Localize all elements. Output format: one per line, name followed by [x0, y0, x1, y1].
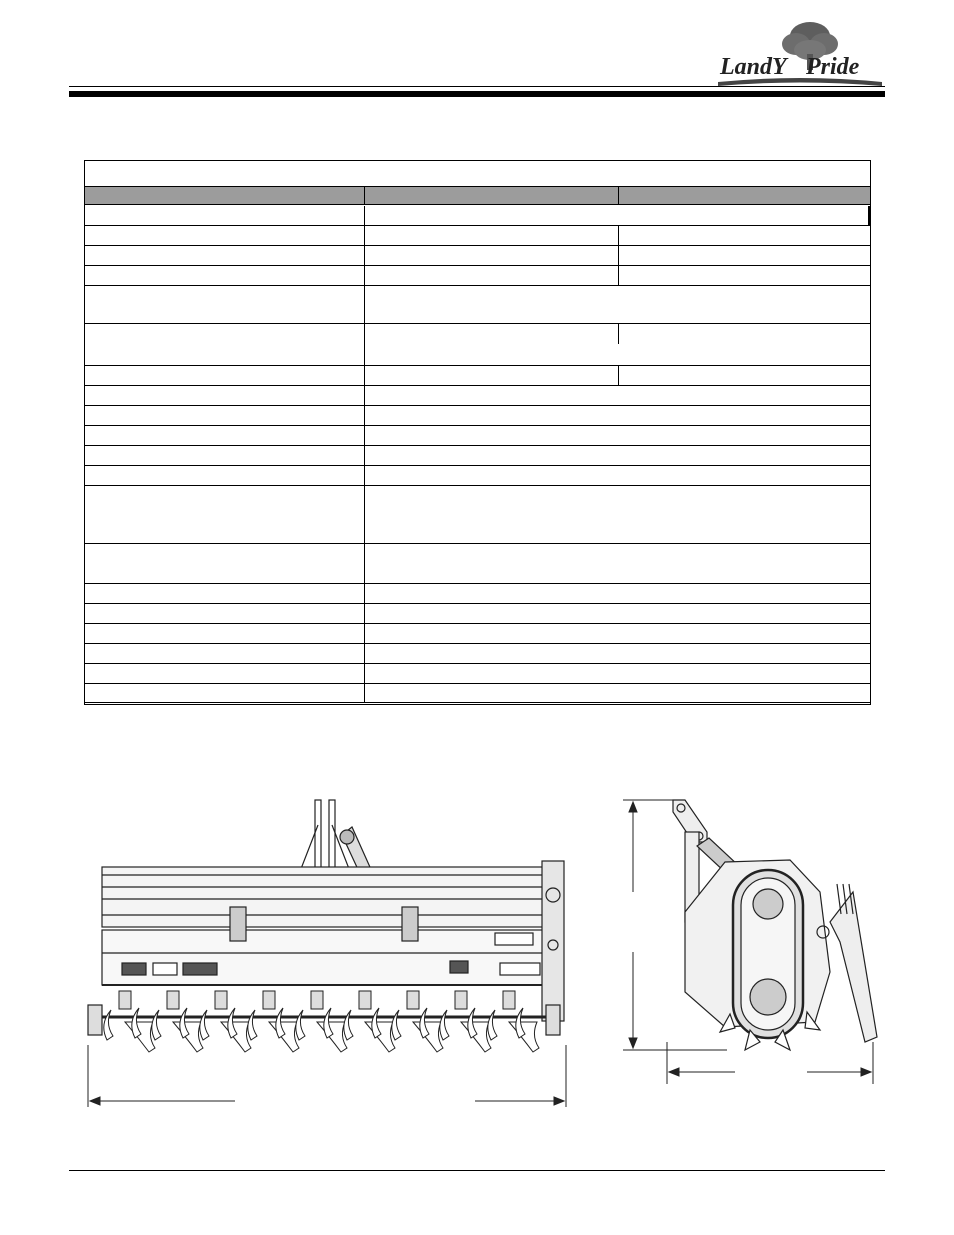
spec-row-divider	[618, 226, 619, 246]
spec-table-row	[85, 366, 870, 386]
tine-hub	[311, 991, 323, 1009]
tine-blade	[173, 1022, 203, 1052]
tine-blade	[440, 1010, 449, 1040]
spec-table-row	[85, 206, 870, 226]
spec-row-label	[85, 684, 365, 702]
tine-blade	[104, 1010, 113, 1040]
spec-row-label	[85, 386, 365, 405]
tine-blade	[413, 1022, 443, 1052]
tine-blade	[296, 1010, 305, 1040]
tine-hub	[359, 991, 371, 1009]
spec-row-edge	[868, 206, 870, 225]
spec-table-row	[85, 604, 870, 624]
spec-row-divider	[618, 324, 619, 344]
spec-row-label	[85, 544, 365, 583]
spec-row-label	[85, 366, 365, 385]
spec-table-row	[85, 386, 870, 406]
tine-hub	[119, 991, 131, 1009]
spec-table-row	[85, 584, 870, 604]
tine-blade	[365, 1022, 395, 1052]
spec-table-header	[85, 186, 870, 205]
tine-blade	[317, 1022, 347, 1052]
spec-row-label	[85, 246, 365, 265]
tine-blade	[248, 1010, 257, 1040]
spec-table-row	[85, 624, 870, 644]
spec-row-label	[85, 266, 365, 285]
spec-row-label	[85, 486, 365, 543]
svg-text:Pride: Pride	[806, 54, 860, 80]
spec-table-row	[85, 544, 870, 584]
spec-row-label	[85, 644, 365, 663]
spec-table-row	[85, 246, 870, 266]
spec-table-row	[85, 644, 870, 664]
spec-row-label	[85, 604, 365, 623]
spec-row-label	[85, 664, 365, 683]
spec-table-row	[85, 324, 870, 366]
spec-row-label	[85, 624, 365, 643]
spec-table-row	[85, 286, 870, 324]
spec-header-cell	[85, 187, 365, 204]
spec-row-label	[85, 584, 365, 603]
rotary-tiller-side-icon	[615, 792, 885, 1092]
tine-hub	[455, 991, 467, 1009]
tine-blade	[152, 1010, 161, 1040]
spec-row-divider	[618, 366, 619, 386]
spec-row-divider	[618, 246, 619, 266]
spec-row-label	[85, 286, 365, 323]
rotary-tiller-front-icon	[80, 795, 580, 1115]
tine-hub	[263, 991, 275, 1009]
tine-blade	[461, 1022, 491, 1052]
spec-table-row	[85, 466, 870, 486]
tine-hub	[407, 991, 419, 1009]
spec-table-row	[85, 684, 870, 703]
spec-table-row	[85, 486, 870, 544]
tine-blade	[392, 1010, 401, 1040]
header-rule-thin	[69, 86, 885, 87]
spec-table-row	[85, 266, 870, 286]
landy-pride-logo	[714, 16, 886, 90]
tine-blade	[488, 1010, 497, 1040]
svg-text:LandY: LandY	[720, 54, 787, 80]
spec-row-label	[85, 206, 365, 225]
tine-hub	[215, 991, 227, 1009]
spec-row-label	[85, 446, 365, 465]
spec-header-cell	[365, 187, 619, 204]
specification-table	[84, 160, 871, 705]
footer-rule	[69, 1170, 885, 1171]
spec-row-label	[85, 466, 365, 485]
tine-blade	[344, 1010, 353, 1040]
spec-row-label	[85, 426, 365, 445]
spec-table-row	[85, 664, 870, 684]
spec-table-row	[85, 426, 870, 446]
spec-row-label	[85, 324, 365, 365]
header-rule-thick	[69, 91, 885, 97]
tine-blade	[221, 1022, 251, 1052]
tine-blade	[125, 1022, 155, 1052]
tine-blade	[200, 1010, 209, 1040]
spec-header-cell	[619, 187, 870, 204]
spec-row-label	[85, 226, 365, 245]
tine-blade	[509, 1022, 539, 1052]
tine-hub	[503, 991, 515, 1009]
tine-blade	[269, 1022, 299, 1052]
spec-row-divider	[618, 266, 619, 286]
tine-hub	[167, 991, 179, 1009]
spec-row-label	[85, 406, 365, 425]
spec-table-row	[85, 406, 870, 426]
spec-table-row	[85, 226, 870, 246]
spec-table-row	[85, 446, 870, 466]
